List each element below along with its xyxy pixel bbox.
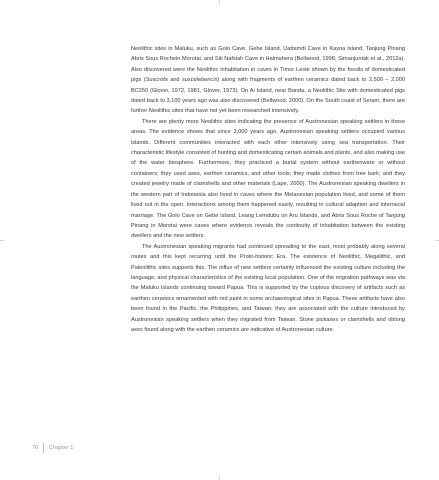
crop-mark-left [0, 240, 4, 241]
italic-term: suscelebencis [182, 77, 218, 84]
text-run: and [167, 77, 182, 84]
crop-mark-top [219, 0, 220, 4]
paragraph-1 [131, 44, 405, 117]
crop-mark-right [435, 240, 439, 241]
text-run: The Austronesian speaking migrants had continued spreading to the east, most probably along several routes and this kept recurring until the Proto-historic Era. The existence of Neolithic, Megalithic, and Paleolithic sites supports this. The influx of new settlers certainly influenced the existing culture including the language, and physical characteristics of the existing local population. One of the migration pathways was via the Maluku Islands continuing toward Papua. This is supported by the copious discovery of artifacts such as earthen ceramics ornamented with red paint in some archaeological sites in Papua. These artifacts have also been found in the Pacific, the Philippines, and Taiwan; they are associated with the culture introduced by Austronesian speaking settlers when they migrated from Taiwan. Stone pickaxes or clamshells and oblong axes found along with the earthen ceramics are indicative of Austronesian culture. [131, 243, 405, 333]
italic-term: Suscrofa [145, 77, 168, 84]
text-run: Neolithic sites in Maluku, such as Golo Cave, Gebe Island, Uattamdi Cave in Kayoa Island, Tanjung Pinang Abris Sous Rochein Morotai, and Siti Nafsiah Cave in Halmahera (Bellwood, 1998, Simanjuntak et al., 2012a). Also discovered were the Neolithic inhabitation in caves in Timor Leste shown by the fossils of domesticated pigs ( [131, 46, 405, 84]
page-number: 70 [32, 445, 39, 451]
paragraph-3 [131, 242, 405, 336]
chapter-label: Chapter 1 [48, 445, 74, 451]
paragraph-2 [131, 117, 405, 242]
body-text [131, 44, 405, 335]
page-footer [32, 443, 73, 453]
text-run: ) along with fragments of earthen ceramics dated back to 2,500 – 2,000 BC250 (Glover, 1972, 1981, Glover, 1973). On Ai Island, near Banda, a Neolithic Site with domesticated pigs dated back to 3,100 years ago was also discovered (Bellwood, 2000). On the South coast of Seram, there are further Neolithic sites that have not yet been researched intensively. [131, 77, 405, 115]
text-run: There are plenty more Neolithic sites indicating the presence of Austronesian speaking settlers in these areas. The evidence shows that since 3,000 years ago, Austronesian speaking settlers occupied various islands. Different communities interacted with each other intensively using sea transportation. Their characteristic lifestyle consisted of hunting and domesticating certain animals and plants, and also making use of the water biosphere. Furthermore, they practiced a burial system without earthenware or without containers; they used axes, earthen ceramics, and other tools; they made clothes from tree bark; and they created jewelry made of clamshells and other materials (Lape, 2000). The Austronesian speaking dwellers in the western part of Indonesia also lived in caves where the Melanesian population lived, and some of them lived out in the open. Interactions among them happened easily, resulting in cultural adaption and interracial marriage. The Golo Cave on Gebe Island, Leang Lemdubu on Aru Islands, and Abris Sous Roche of Tanjung Pinang in Morotai were caves where evidence reveals the continuity of inhabitation between the existing dwellers and the new settlers. [131, 118, 405, 240]
footer-divider [43, 443, 44, 453]
crop-mark-bottom [219, 476, 220, 480]
